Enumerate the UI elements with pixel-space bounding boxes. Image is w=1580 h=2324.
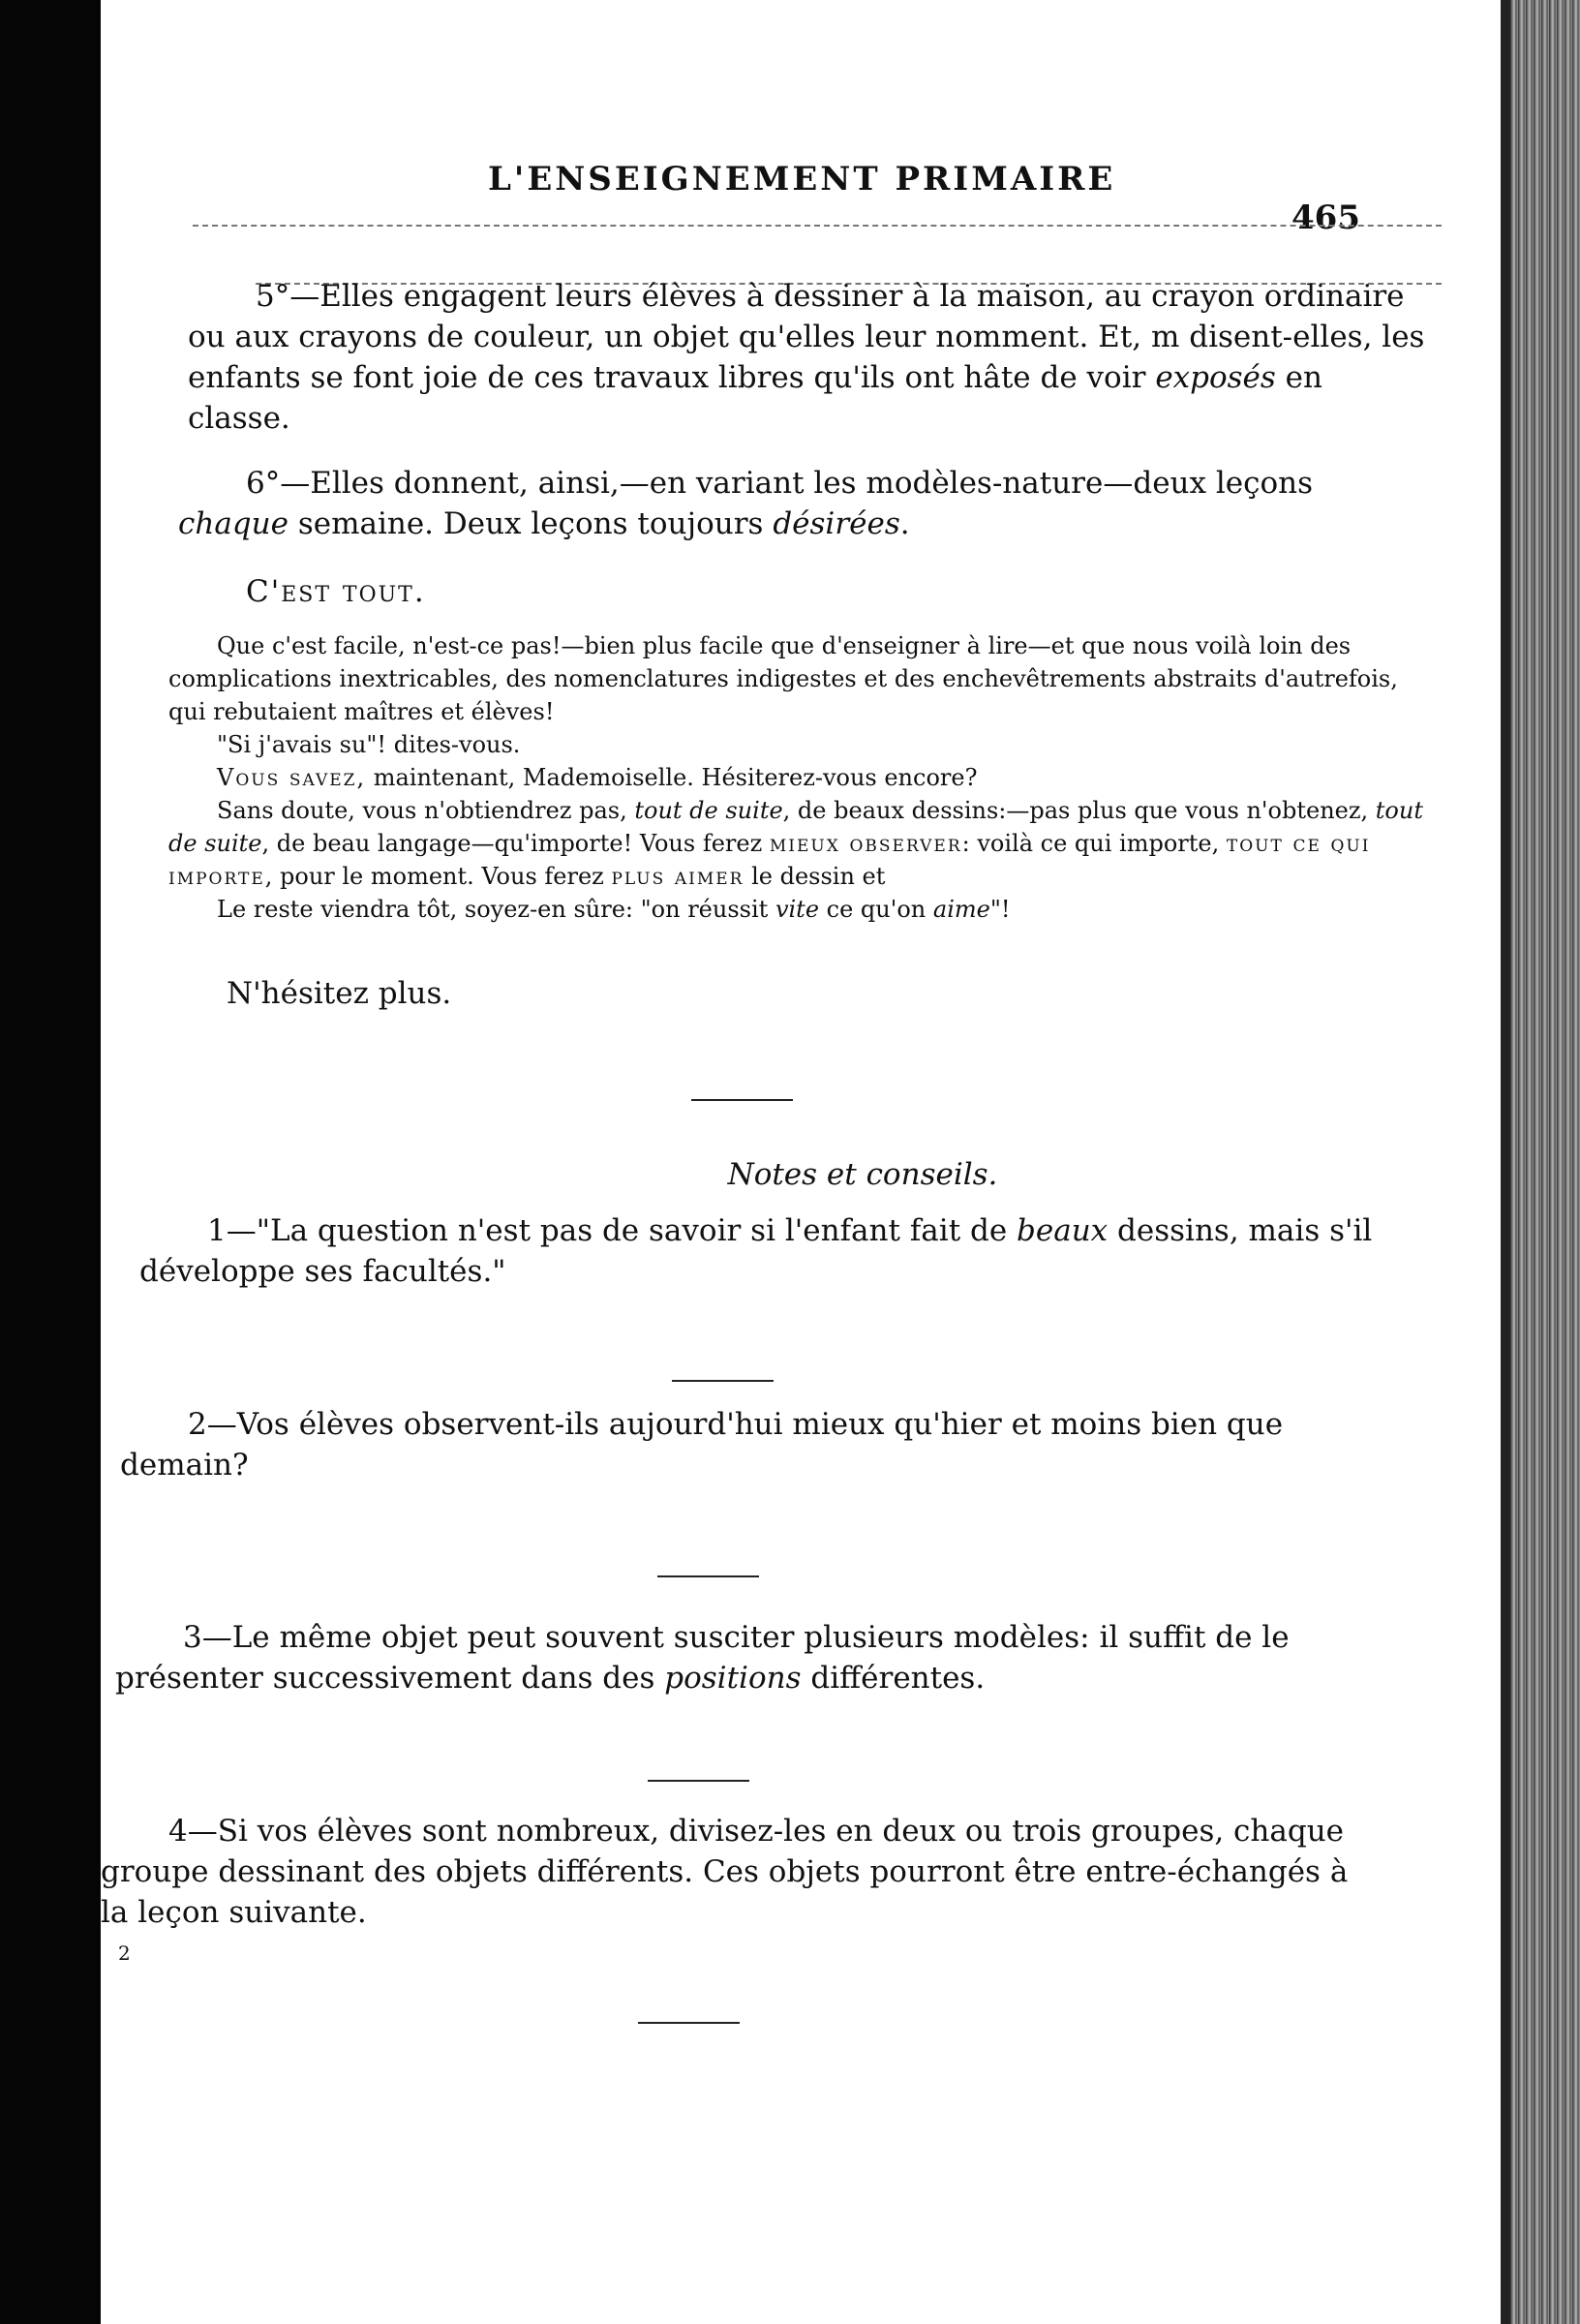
page-number: 465 bbox=[1291, 199, 1360, 237]
section-separator bbox=[672, 1380, 774, 1382]
note-4: 4—Si vos élèves sont nombreux, divisez-les en deux ou trois groupes, chaque groupe dessinant des objets différents. Ces objets pourront être entre-échangés à la leçon suivante. bbox=[101, 1814, 1349, 1930]
cest-tout: C'est tout. bbox=[246, 574, 426, 609]
notes-heading: Notes et conseils. bbox=[727, 1157, 998, 1192]
small-paragraph: "Si j'avais su"! dites-vous. bbox=[217, 731, 521, 758]
small-print-block bbox=[168, 629, 1427, 926]
paragraph-6: 6°—Elles donnent, ainsi,—en variant les modèles-nature—deux leçons chaque semaine. Deux leçons toujours désirées. bbox=[178, 466, 1313, 541]
section-separator bbox=[691, 1099, 793, 1101]
small-paragraph: Vous savez, maintenant, Mademoiselle. Hésiterez-vous encore? bbox=[217, 764, 978, 791]
header-rule bbox=[193, 225, 1442, 227]
small-paragraph: Que c'est facile, n'est-ce pas!—bien plus facile que d'enseigner à lire—et que nous voilà loin des complications inextricables, des nomenclatures indigestes et des enchevêtrements abstraits d'autrefois, qui rebutaient maîtres et élèves! bbox=[168, 632, 1398, 725]
note-3: 3—Le même objet peut souvent susciter plusieurs modèles: il suffit de le présenter successivement dans des positions différentes. bbox=[115, 1620, 1290, 1696]
section-separator bbox=[638, 2022, 740, 2024]
note-2: 2—Vos élèves observent-ils aujourd'hui mieux qu'hier et moins bien que demain? bbox=[120, 1407, 1284, 1483]
nhesitez-plus: N'hésitez plus. bbox=[227, 976, 452, 1011]
paragraph-5: 5°—Elles engagent leurs élèves à dessiner à la maison, au crayon ordinaire ou aux crayons de couleur, un objet qu'elles leur nomment. Et, m disent-elles, les enfants se font joie de ces travaux libres qu'ils ont hâte de voir exposés en classe. bbox=[188, 279, 1425, 436]
book-gutter-left bbox=[0, 0, 101, 2324]
section-separator bbox=[648, 1780, 749, 1782]
small-paragraph: Le reste viendra tôt, soyez-en sûre: "on réussit vite ce qu'on aime"! bbox=[217, 896, 1011, 923]
section-separator bbox=[657, 1575, 759, 1577]
book-page bbox=[101, 0, 1508, 2324]
book-page-edges bbox=[1510, 0, 1580, 2324]
note-1: 1—"La question n'est pas de savoir si l'enfant fait de beaux dessins, mais s'il développe ses facultés." bbox=[139, 1213, 1373, 1289]
running-head: L'ENSEIGNEMENT PRIMAIRE bbox=[488, 160, 1116, 199]
footnote-mark: 2 bbox=[118, 1942, 131, 1965]
small-paragraph: Sans doute, vous n'obtiendrez pas, tout de suite, de beaux dessins:—pas plus que vous n'obtenez, tout de suite, de beau langage—qu'importe! Vous ferez mieux observer: voilà ce qui importe, tout ce qui importe, pour le moment. Vous ferez plus aimer le dessin et bbox=[168, 797, 1423, 890]
